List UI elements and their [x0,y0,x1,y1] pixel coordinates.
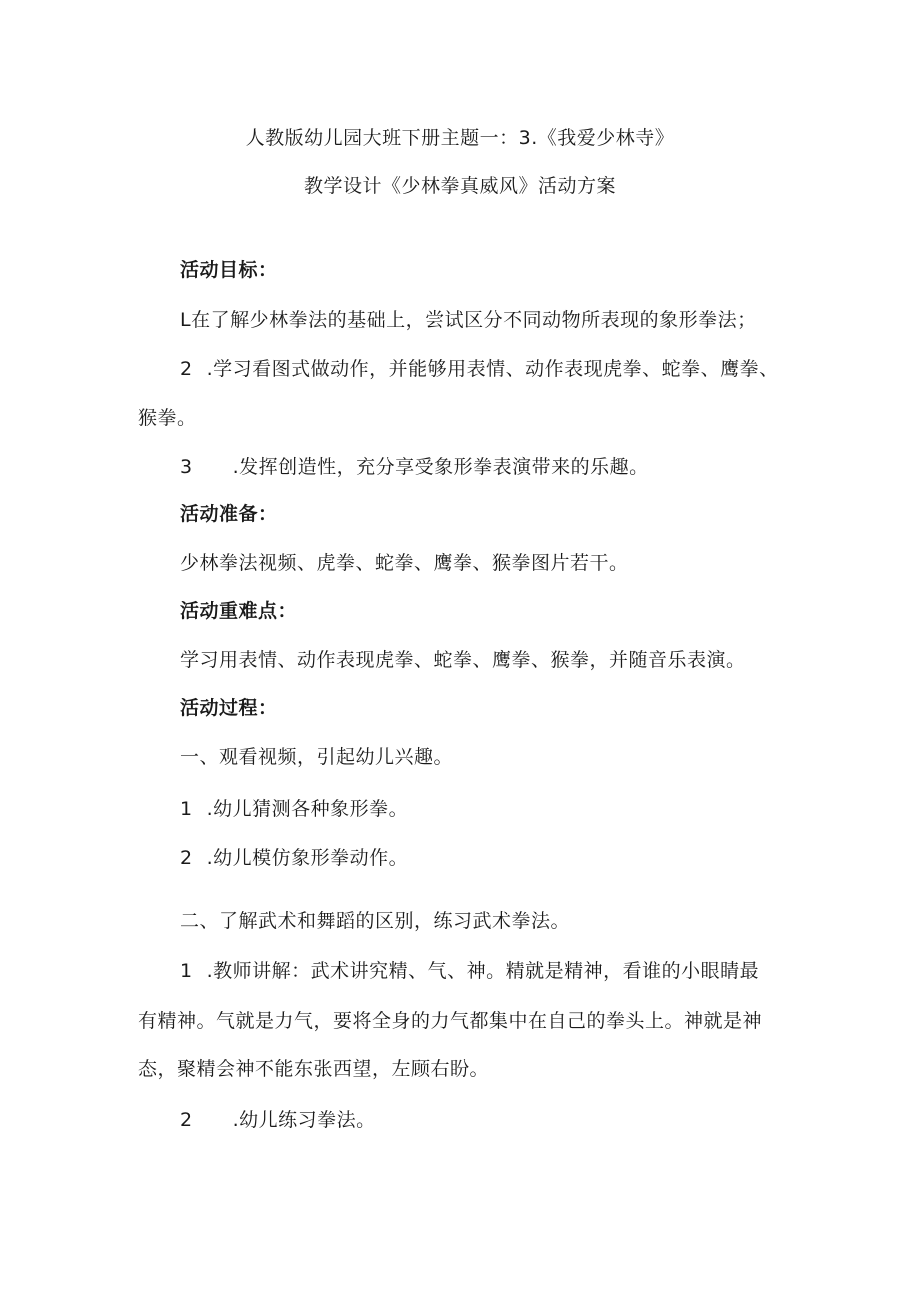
process-part2-step2 [180,1108,376,1132]
process-heading: 活动过程： [180,698,278,719]
process-part1-step1 [180,797,408,821]
process-part2-step2-text: .幼儿练习拳法。 [232,1109,376,1131]
process-part1-step2 [180,846,408,870]
key-points-heading: 活动重难点： [180,601,298,622]
process-part2-step2-number: 2 [180,1109,193,1131]
key-points-text: 学习用表情、动作表现虎拳、蛇拳、鹰拳、猴拳，并随音乐表演。 [180,649,746,671]
process-part1-step1-text: .幼儿猜测各种象形拳。 [206,798,409,820]
document-title: 人教版幼儿园大班下册主题一：3.《我爱少林寺》 [245,127,675,149]
goal-item-2-number: 2 [180,358,193,380]
process-part2-step1-continued-1: 有精神。气就是力气，要将全身的力气都集中在自己的拳头上。神就是神 [138,1010,763,1032]
process-part1-step2-text: .幼儿模仿象形拳动作。 [206,847,409,869]
process-part1-title: 一、观看视频，引起幼儿兴趣。 [180,746,454,768]
goal-item-3 [180,455,649,479]
process-part2-step1-continued-2: 态，聚精会神不能东张西望，左顾右盼。 [138,1058,490,1080]
process-part2-title: 二、了解武术和舞蹈的区别，练习武术拳法。 [180,910,571,932]
goal-item-2-continued: 猴拳。 [138,407,197,429]
process-part2-step1 [180,959,759,983]
preparation-text: 少林拳法视频、虎拳、蛇拳、鹰拳、猴拳图片若干。 [180,552,629,574]
goal-item-2-text: .学习看图式做动作，并能够用表情、动作表现虎拳、蛇拳、鹰拳、 [206,358,779,380]
process-part2-step1-number: 1 [180,960,193,982]
preparation-heading: 活动准备： [180,504,278,525]
process-part2-step1-text: .教师讲解：武术讲究精、气、神。精就是精神，看谁的小眼睛最 [206,960,760,982]
goal-item-3-text: .发挥创造性，充分享受象形拳表演带来的乐趣。 [232,456,649,478]
goals-heading: 活动目标： [180,260,278,281]
process-part1-step2-number: 2 [180,847,193,869]
process-part1-step1-number: 1 [180,798,193,820]
goal-item-1: L在了解少林拳法的基础上，尝试区分不同动物所表现的象形拳法； [180,309,757,331]
goal-item-2 [180,357,779,381]
document-subtitle: 教学设计《少林拳真威风》活动方案 [303,175,616,197]
goal-item-3-number: 3 [180,456,193,478]
